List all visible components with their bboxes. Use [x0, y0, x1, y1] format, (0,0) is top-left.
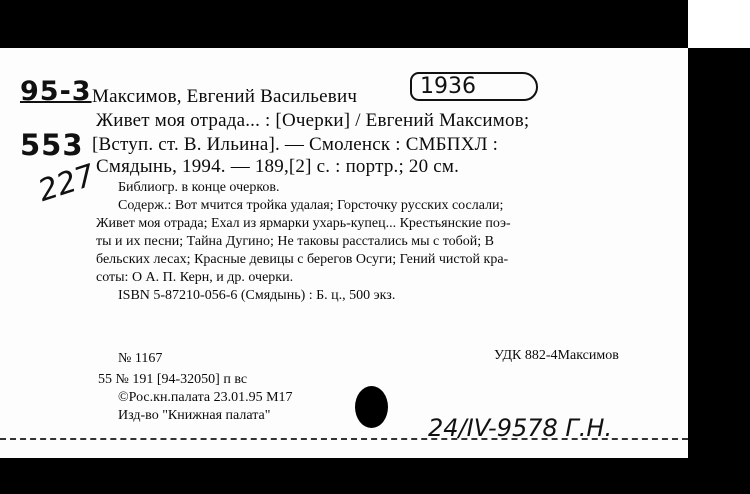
contents-line-5: соты: О А. П. Керн, и др. очерки.: [96, 270, 294, 285]
title-line-3: Смядынь, 1994. — 189,[2] с. : портр.; 20 см.: [96, 156, 460, 177]
punch-hole: [355, 386, 388, 428]
handwritten-code-bottom: 553: [20, 128, 84, 162]
handwritten-bottom-note: 24/IV-9578 Г.Н.: [428, 414, 613, 442]
contents-line-3: ты и их песни; Тайна Дугино; Не таковы расстались мы с тобой; В: [96, 234, 494, 249]
title-line-2: [Вступ. ст. В. Ильина]. — Смоленск : СМБПХЛ :: [92, 134, 499, 155]
publisher-line: Изд-во "Книжная палата": [118, 408, 271, 423]
handwritten-year: 1936: [410, 72, 538, 101]
contents-line-1: Содерж.: Вот мчится тройка удалая; Горсточку русских сослали;: [118, 198, 504, 213]
handwritten-code-top: 95-3: [20, 76, 92, 107]
order-line: 55 № 191 [94-32050] п вс: [98, 372, 248, 387]
note-bibliography: Библиогр. в конце очерков.: [118, 180, 280, 195]
handwritten-margin-mark: 227: [33, 158, 100, 209]
catalog-card: [0, 48, 688, 458]
card-number: № 1167: [118, 351, 163, 366]
title-line-1: Живет моя отрада... : [Очерки] / Евгений Максимов;: [96, 110, 530, 131]
copyright-line: ©Рос.кн.палата 23.01.95 М17: [118, 390, 293, 405]
isbn-line: ISBN 5-87210-056-6 (Смядынь) : Б. ц., 500 экз.: [118, 288, 396, 303]
contents-line-4: бельских лесах; Красные девицы с берегов Осуги; Гений чистой кра-: [96, 252, 509, 267]
udk-classification: УДК 882-4Максимов: [494, 348, 619, 363]
scan-corner: [688, 0, 750, 48]
contents-line-2: Живет моя отрада; Ехал из ярмарки ухарь-купец... Крестьянские поэ-: [96, 216, 511, 231]
perforation-line: [0, 438, 688, 440]
author-heading: Максимов, Евгений Васильевич: [92, 86, 358, 107]
